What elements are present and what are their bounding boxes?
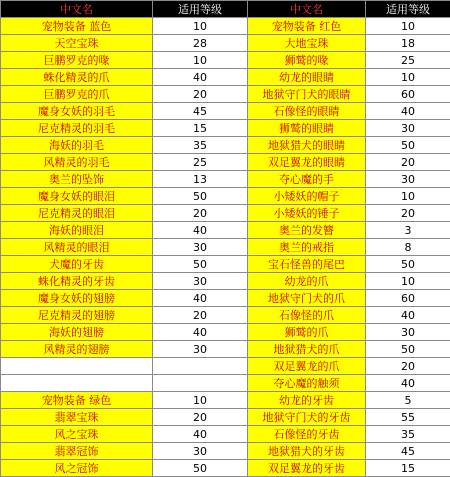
table-row	[1, 392, 450, 409]
right-item-name: 石像怪的爪	[248, 307, 366, 324]
left-item-name: 风精灵的眼泪	[1, 239, 153, 256]
right-item-level: 40	[366, 375, 450, 392]
left-item-name: 海妖的翅膀	[1, 324, 153, 341]
right-item-level: 10	[366, 188, 450, 205]
right-item-name: 宠物装备 红色	[248, 18, 366, 35]
table-row	[1, 358, 450, 375]
left-item-name: 尼克精灵的羽毛	[1, 120, 153, 137]
left-item-name	[1, 375, 153, 392]
right-item-name: 奥兰的发簪	[248, 222, 366, 239]
left-item-name: 翡翠宝珠	[1, 409, 153, 426]
right-item-name: 地狱猎犬的眼睛	[248, 137, 366, 154]
table-body	[1, 1, 450, 477]
left-item-level: 40	[153, 426, 248, 443]
right-item-level: 50	[366, 256, 450, 273]
right-item-level: 60	[366, 290, 450, 307]
right-item-level: 18	[366, 35, 450, 52]
right-item-name: 双足翼龙的眼睛	[248, 154, 366, 171]
left-item-name: 魔身女妖的眼泪	[1, 188, 153, 205]
left-item-level: 25	[153, 154, 248, 171]
right-item-name: 狮鹫的眼睛	[248, 120, 366, 137]
right-item-level: 40	[366, 103, 450, 120]
right-item-level: 10	[366, 69, 450, 86]
table-row	[1, 239, 450, 256]
right-item-level: 5	[366, 392, 450, 409]
right-item-name: 大地宝珠	[248, 35, 366, 52]
right-item-name: 石像怪的牙齿	[248, 426, 366, 443]
right-item-level: 55	[366, 409, 450, 426]
left-item-level: 50	[153, 256, 248, 273]
left-item-name: 宠物装备 绿色	[1, 392, 153, 409]
left-item-name: 魔身女妖的翅膀	[1, 290, 153, 307]
left-item-level: 30	[153, 273, 248, 290]
table-row	[1, 290, 450, 307]
left-item-name: 尼克精灵的翅膀	[1, 307, 153, 324]
left-item-level: 40	[153, 324, 248, 341]
right-item-level: 50	[366, 137, 450, 154]
right-item-level: 25	[366, 52, 450, 69]
left-item-name: 风精灵的翅膀	[1, 341, 153, 358]
right-item-name: 地狱猎犬的牙齿	[248, 443, 366, 460]
right-item-name: 小矮妖的帽子	[248, 188, 366, 205]
right-item-level: 20	[366, 358, 450, 375]
left-item-level	[153, 358, 248, 375]
right-item-name: 地狱守门犬的爪	[248, 290, 366, 307]
left-item-name: 风精灵的羽毛	[1, 154, 153, 171]
right-item-name: 幼龙的爪	[248, 273, 366, 290]
left-item-level: 50	[153, 188, 248, 205]
table-row	[1, 35, 450, 52]
table-row	[1, 18, 450, 35]
left-level-header: 适用等级	[153, 1, 248, 18]
right-item-level: 20	[366, 205, 450, 222]
right-item-name: 双足翼龙的牙齿	[248, 460, 366, 477]
left-item-level: 13	[153, 171, 248, 188]
right-item-name: 幼龙的牙齿	[248, 392, 366, 409]
table-row	[1, 443, 450, 460]
left-item-level: 10	[153, 392, 248, 409]
right-level-header: 适用等级	[366, 1, 450, 18]
table-row	[1, 69, 450, 86]
left-item-level: 30	[153, 239, 248, 256]
left-item-name: 奥兰的坠饰	[1, 171, 153, 188]
left-item-level: 30	[153, 443, 248, 460]
right-item-name: 狮鹫的爪	[248, 324, 366, 341]
table-row	[1, 205, 450, 222]
right-item-level: 50	[366, 341, 450, 358]
right-item-level: 30	[366, 120, 450, 137]
left-item-name: 风之冠饰	[1, 460, 153, 477]
left-item-name: 风之宝珠	[1, 426, 153, 443]
right-item-name: 奥兰的戒指	[248, 239, 366, 256]
right-item-name: 双足翼龙的爪	[248, 358, 366, 375]
table-row	[1, 375, 450, 392]
right-item-name: 小矮妖的锤子	[248, 205, 366, 222]
left-item-level: 20	[153, 86, 248, 103]
left-item-level: 10	[153, 52, 248, 69]
left-item-name: 天空宝珠	[1, 35, 153, 52]
left-item-name: 巨鹏罗克的爪	[1, 86, 153, 103]
table-row	[1, 273, 450, 290]
table-row	[1, 103, 450, 120]
left-item-level: 40	[153, 222, 248, 239]
right-item-name: 地狱猎犬的爪	[248, 341, 366, 358]
right-item-level: 15	[366, 460, 450, 477]
left-item-name: 巨鹏罗克的喙	[1, 52, 153, 69]
left-item-name: 翡翠冠饰	[1, 443, 153, 460]
right-item-level: 8	[366, 239, 450, 256]
right-item-level: 10	[366, 273, 450, 290]
table-row	[1, 86, 450, 103]
left-item-level: 10	[153, 18, 248, 35]
right-item-name: 夺心魔的触须	[248, 375, 366, 392]
left-item-name: 犬魔的牙齿	[1, 256, 153, 273]
left-item-name: 海妖的羽毛	[1, 137, 153, 154]
left-item-level: 35	[153, 137, 248, 154]
header-row	[1, 1, 450, 18]
table-row	[1, 426, 450, 443]
left-item-level: 30	[153, 341, 248, 358]
right-item-name: 夺心魔的手	[248, 171, 366, 188]
table-row	[1, 222, 450, 239]
right-item-name: 石像怪的眼睛	[248, 103, 366, 120]
right-item-level: 30	[366, 324, 450, 341]
left-item-level: 20	[153, 307, 248, 324]
table-row	[1, 256, 450, 273]
table-row	[1, 324, 450, 341]
left-item-level: 15	[153, 120, 248, 137]
left-item-level: 20	[153, 205, 248, 222]
left-item-level: 20	[153, 409, 248, 426]
left-item-level: 40	[153, 69, 248, 86]
left-item-name: 蛛化精灵的爪	[1, 69, 153, 86]
left-name-header: 中文名	[1, 1, 153, 18]
right-item-level: 10	[366, 18, 450, 35]
left-item-name: 宠物装备 蓝色	[1, 18, 153, 35]
left-item-level: 28	[153, 35, 248, 52]
table-row	[1, 137, 450, 154]
right-item-level: 40	[366, 307, 450, 324]
table-row	[1, 307, 450, 324]
right-item-level: 3	[366, 222, 450, 239]
right-item-name: 地狱守门犬的眼睛	[248, 86, 366, 103]
table-row	[1, 341, 450, 358]
right-item-level: 35	[366, 426, 450, 443]
left-item-level: 40	[153, 290, 248, 307]
left-item-level	[153, 375, 248, 392]
table-row	[1, 171, 450, 188]
table-row	[1, 188, 450, 205]
left-item-name	[1, 358, 153, 375]
right-item-level: 60	[366, 86, 450, 103]
right-item-level: 45	[366, 443, 450, 460]
table-row	[1, 120, 450, 137]
table-row	[1, 460, 450, 477]
left-item-name: 海妖的眼泪	[1, 222, 153, 239]
left-item-name: 蛛化精灵的牙齿	[1, 273, 153, 290]
right-item-level: 20	[366, 154, 450, 171]
right-name-header: 中文名	[248, 1, 366, 18]
left-item-name: 尼克精灵的眼泪	[1, 205, 153, 222]
right-item-name: 宝石怪兽的尾巴	[248, 256, 366, 273]
right-item-name: 狮鹫的喙	[248, 52, 366, 69]
left-item-level: 50	[153, 460, 248, 477]
left-item-level: 45	[153, 103, 248, 120]
table-row	[1, 409, 450, 426]
right-item-level: 30	[366, 171, 450, 188]
right-item-name: 地狱守门犬的牙齿	[248, 409, 366, 426]
table-row	[1, 52, 450, 69]
table-row	[1, 154, 450, 171]
right-item-name: 幼龙的眼睛	[248, 69, 366, 86]
left-item-name: 魔身女妖的羽毛	[1, 103, 153, 120]
